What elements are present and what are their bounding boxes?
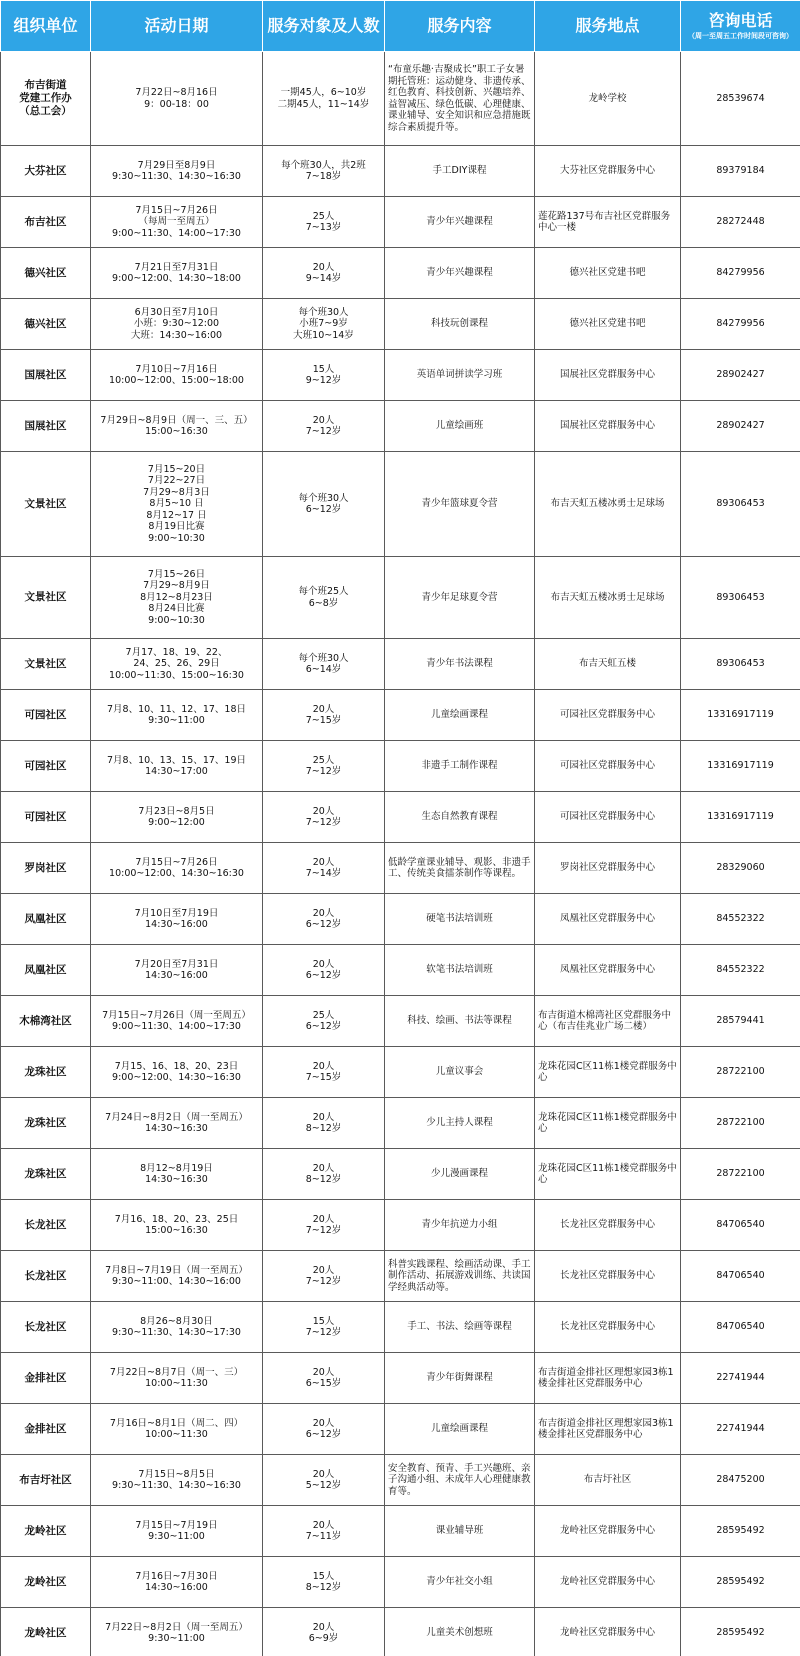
target-cell: 20人 8~12岁 [263, 1098, 385, 1149]
table-row [1, 792, 800, 843]
org-cell: 布吉街道 党建工作办 （总工会） [1, 52, 91, 146]
table-row [1, 1353, 800, 1404]
location-cell: 龙岭学校 [535, 52, 681, 146]
table-row [1, 1149, 800, 1200]
date-cell: 7月20日至7月31日 14:30~16:00 [91, 945, 263, 996]
target-cell: 每个班30人 小班7~9岁 大班10~14岁 [263, 299, 385, 350]
org-cell: 金排社区 [1, 1353, 91, 1404]
location-cell: 可园社区党群服务中心 [535, 741, 681, 792]
org-cell: 凤凰社区 [1, 945, 91, 996]
target-cell: 20人 7~12岁 [263, 792, 385, 843]
table-row [1, 1455, 800, 1506]
location-cell: 莲花路137号布吉社区党群服务中心一楼 [535, 197, 681, 248]
target-cell: 每个班30人，共2班 7~18岁 [263, 146, 385, 197]
location-cell: 布吉天虹五楼 [535, 639, 681, 690]
target-cell: 20人 6~12岁 [263, 945, 385, 996]
content-cell: 儿童议事会 [385, 1047, 535, 1098]
target-cell: 15人 8~12岁 [263, 1557, 385, 1608]
location-cell: 凤凰社区党群服务中心 [535, 945, 681, 996]
phone-cell: 84706540 [681, 1200, 800, 1251]
target-cell: 25人 7~12岁 [263, 741, 385, 792]
phone-cell: 84706540 [681, 1251, 800, 1302]
org-cell: 凤凰社区 [1, 894, 91, 945]
org-cell: 龙珠社区 [1, 1047, 91, 1098]
target-cell: 25人 6~12岁 [263, 996, 385, 1047]
target-cell: 20人 7~12岁 [263, 401, 385, 452]
date-cell: 7月29日~8月9日（周一、三、五） 15:00~16:30 [91, 401, 263, 452]
target-cell: 20人 6~9岁 [263, 1608, 385, 1656]
location-cell: 长龙社区党群服务中心 [535, 1200, 681, 1251]
location-cell: 龙珠花园C区11栋1楼党群服务中心 [535, 1098, 681, 1149]
table-body [1, 52, 800, 1656]
table-row [1, 1098, 800, 1149]
location-cell: 国展社区党群服务中心 [535, 401, 681, 452]
org-cell: 龙岭社区 [1, 1506, 91, 1557]
phone-cell: 89306453 [681, 557, 800, 639]
phone-cell: 28272448 [681, 197, 800, 248]
header-location: 服务地点 [535, 1, 681, 52]
org-cell: 国展社区 [1, 401, 91, 452]
phone-cell: 28722100 [681, 1047, 800, 1098]
date-cell: 7月8日~7月19日（周一至周五） 9:30~11:00、14:30~16:00 [91, 1251, 263, 1302]
phone-cell: 84706540 [681, 1302, 800, 1353]
content-cell: 青少年书法课程 [385, 639, 535, 690]
org-cell: 龙珠社区 [1, 1149, 91, 1200]
content-cell: 青少年抗逆力小组 [385, 1200, 535, 1251]
org-cell: 大芬社区 [1, 146, 91, 197]
location-cell: 龙珠花园C区11栋1楼党群服务中心 [535, 1047, 681, 1098]
location-cell: 德兴社区党建书吧 [535, 299, 681, 350]
table-row [1, 52, 800, 146]
content-cell: 儿童绘画班 [385, 401, 535, 452]
table-row [1, 350, 800, 401]
location-cell: 长龙社区党群服务中心 [535, 1251, 681, 1302]
location-cell: 布吉圩社区 [535, 1455, 681, 1506]
table-row [1, 1200, 800, 1251]
date-cell: 7月16日~8月1日（周二、四） 10:00~11:30 [91, 1404, 263, 1455]
phone-cell: 28539674 [681, 52, 800, 146]
date-cell: 7月22日~8月7日（周一、三） 10:00~11:30 [91, 1353, 263, 1404]
content-cell: 儿童绘画课程 [385, 1404, 535, 1455]
target-cell: 20人 7~12岁 [263, 1251, 385, 1302]
date-cell: 7月8、10、13、15、17、19日 14:30~17:00 [91, 741, 263, 792]
target-cell: 20人 7~11岁 [263, 1506, 385, 1557]
date-cell: 7月15日~7月26日 10:00~12:00、14:30~16:30 [91, 843, 263, 894]
target-cell: 15人 7~12岁 [263, 1302, 385, 1353]
target-cell: 20人 6~12岁 [263, 1404, 385, 1455]
date-cell: 7月29日至8月9日 9:30~11:30、14:30~16:30 [91, 146, 263, 197]
location-cell: 龙岭社区党群服务中心 [535, 1557, 681, 1608]
table-row [1, 557, 800, 639]
content-cell: 非遗手工制作课程 [385, 741, 535, 792]
target-cell: 20人 9~14岁 [263, 248, 385, 299]
location-cell: 布吉天虹五楼冰勇士足球场 [535, 557, 681, 639]
date-cell: 7月15日~7月26日 （每周一至周五） 9:00~11:30、14:00~17:30 [91, 197, 263, 248]
table-row [1, 401, 800, 452]
location-cell: 龙珠花园C区11栋1楼党群服务中心 [535, 1149, 681, 1200]
content-cell: 安全教育、预青、手工兴趣班、亲子沟通小组、未成年人心理健康教育等。 [385, 1455, 535, 1506]
phone-cell: 13316917119 [681, 792, 800, 843]
content-cell: 手工DIY课程 [385, 146, 535, 197]
org-cell: 长龙社区 [1, 1302, 91, 1353]
date-cell: 7月22日~8月2日（周一至周五） 9:30~11:00 [91, 1608, 263, 1656]
date-cell: 8月26~8月30日 9:30~11:30、14:30~17:30 [91, 1302, 263, 1353]
content-cell: 英语单词拼读学习班 [385, 350, 535, 401]
table-row [1, 639, 800, 690]
date-cell: 7月15、16、18、20、23日 9:00~12:00、14:30~16:30 [91, 1047, 263, 1098]
target-cell: 20人 6~12岁 [263, 894, 385, 945]
date-cell: 7月16、18、20、23、25日 15:00~16:30 [91, 1200, 263, 1251]
table-header [1, 1, 800, 52]
phone-cell: 28722100 [681, 1098, 800, 1149]
org-cell: 木棉湾社区 [1, 996, 91, 1047]
date-cell: 7月21日至7月31日 9:00~12:00、14:30~18:00 [91, 248, 263, 299]
table-row [1, 741, 800, 792]
phone-cell: 84552322 [681, 894, 800, 945]
phone-cell: 28595492 [681, 1557, 800, 1608]
content-cell: 青少年足球夏令营 [385, 557, 535, 639]
header-date: 活动日期 [91, 1, 263, 52]
content-cell: 生态自然教育课程 [385, 792, 535, 843]
table-row [1, 843, 800, 894]
location-cell: 布吉街道金排社区理想家园3栋1楼金排社区党群服务中心 [535, 1404, 681, 1455]
target-cell: 25人 7~13岁 [263, 197, 385, 248]
content-cell: 科技玩创课程 [385, 299, 535, 350]
location-cell: 德兴社区党建书吧 [535, 248, 681, 299]
content-cell: 手工、书法、绘画等课程 [385, 1302, 535, 1353]
header-content: 服务内容 [385, 1, 535, 52]
location-cell: 国展社区党群服务中心 [535, 350, 681, 401]
target-cell: 每个班30人 6~12岁 [263, 452, 385, 557]
org-cell: 龙珠社区 [1, 1098, 91, 1149]
date-cell: 7月10日~7月16日 10:00~12:00、15:00~18:00 [91, 350, 263, 401]
date-cell: 7月15~20日 7月22~27日 7月29~8月3日 8月5~10 日 8月12~17 日 8月19日比赛 9:00~10:30 [91, 452, 263, 557]
table-row [1, 1047, 800, 1098]
phone-cell: 13316917119 [681, 690, 800, 741]
date-cell: 7月15日~7月26日（周一至周五） 9:00~11:30、14:00~17:30 [91, 996, 263, 1047]
phone-cell: 28595492 [681, 1506, 800, 1557]
org-cell: 龙岭社区 [1, 1608, 91, 1656]
org-cell: 德兴社区 [1, 299, 91, 350]
content-cell: “布童乐趣·吉聚成长”职工子女暑期托管班：运动健身、非遗传承、红色教育、科技创新、兴趣培养、益智减压、绿色低碳、心理健康、课业辅导、安全知识和应急措施既综合素质提升等。 [385, 52, 535, 146]
date-cell: 7月16日~7月30日 14:30~16:00 [91, 1557, 263, 1608]
table-row [1, 945, 800, 996]
phone-cell: 28475200 [681, 1455, 800, 1506]
content-cell: 青少年社交小组 [385, 1557, 535, 1608]
phone-cell: 84279956 [681, 248, 800, 299]
content-cell: 软笔书法培训班 [385, 945, 535, 996]
date-cell: 7月10日至7月19日 14:30~16:00 [91, 894, 263, 945]
phone-cell: 89379184 [681, 146, 800, 197]
date-cell: 7月23日~8月5日 9:00~12:00 [91, 792, 263, 843]
date-cell: 7月17、18、19、22、 24、25、26、29日 10:00~11:30、15:00~16:30 [91, 639, 263, 690]
table-row [1, 146, 800, 197]
table-row [1, 248, 800, 299]
org-cell: 国展社区 [1, 350, 91, 401]
location-cell: 龙岭社区党群服务中心 [535, 1506, 681, 1557]
header-phone: 咨询电话 （周一至周五工作时间段可咨询） [681, 1, 800, 52]
header-phone-note: （周一至周五工作时间段可咨询） [688, 31, 793, 40]
target-cell: 15人 9~12岁 [263, 350, 385, 401]
date-cell: 7月15日~7月19日 9:30~11:00 [91, 1506, 263, 1557]
location-cell: 可园社区党群服务中心 [535, 690, 681, 741]
org-cell: 可园社区 [1, 690, 91, 741]
header-org: 组织单位 [1, 1, 91, 52]
location-cell: 布吉街道金排社区理想家园3栋1楼金排社区党群服务中心 [535, 1353, 681, 1404]
location-cell: 大芬社区党群服务中心 [535, 146, 681, 197]
phone-cell: 13316917119 [681, 741, 800, 792]
content-cell: 硬笔书法培训班 [385, 894, 535, 945]
target-cell: 20人 5~12岁 [263, 1455, 385, 1506]
content-cell: 少儿漫画课程 [385, 1149, 535, 1200]
location-cell: 凤凰社区党群服务中心 [535, 894, 681, 945]
org-cell: 文景社区 [1, 452, 91, 557]
location-cell: 布吉街道木棉湾社区党群服务中心（布吉佳兆业广场二楼） [535, 996, 681, 1047]
phone-cell: 84552322 [681, 945, 800, 996]
org-cell: 龙岭社区 [1, 1557, 91, 1608]
date-cell: 6月30日至7月10日 小班：9:30~12:00 大班：14:30~16:00 [91, 299, 263, 350]
table-row [1, 1557, 800, 1608]
date-cell: 7月8、10、11、12、17、18日 9:30~11:00 [91, 690, 263, 741]
content-cell: 科普实践课程、绘画活动课、手工制作活动、拓展游戏训练、共读国学经典活动等。 [385, 1251, 535, 1302]
table-row [1, 1608, 800, 1656]
org-cell: 长龙社区 [1, 1200, 91, 1251]
table-row [1, 894, 800, 945]
location-cell: 可园社区党群服务中心 [535, 792, 681, 843]
content-cell: 青少年兴趣课程 [385, 248, 535, 299]
org-cell: 金排社区 [1, 1404, 91, 1455]
content-cell: 青少年篮球夏令营 [385, 452, 535, 557]
content-cell: 青少年兴趣课程 [385, 197, 535, 248]
content-cell: 科技、绘画、书法等课程 [385, 996, 535, 1047]
phone-cell: 28329060 [681, 843, 800, 894]
phone-cell: 89306453 [681, 639, 800, 690]
org-cell: 可园社区 [1, 792, 91, 843]
content-cell: 青少年街舞课程 [385, 1353, 535, 1404]
phone-cell: 22741944 [681, 1404, 800, 1455]
location-cell: 龙岭社区党群服务中心 [535, 1608, 681, 1656]
target-cell: 20人 8~12岁 [263, 1149, 385, 1200]
target-cell: 每个班25人 6~8岁 [263, 557, 385, 639]
table-row [1, 1302, 800, 1353]
target-cell: 20人 7~15岁 [263, 1047, 385, 1098]
table-row [1, 1404, 800, 1455]
phone-cell: 22741944 [681, 1353, 800, 1404]
target-cell: 20人 7~12岁 [263, 1200, 385, 1251]
phone-cell: 89306453 [681, 452, 800, 557]
content-cell: 儿童绘画课程 [385, 690, 535, 741]
table-row [1, 299, 800, 350]
org-cell: 德兴社区 [1, 248, 91, 299]
date-cell: 7月15~26日 7月29~8月9日 8月12~8月23日 8月24日比赛 9:00~10:30 [91, 557, 263, 639]
table-row [1, 1506, 800, 1557]
date-cell: 7月24日~8月2日（周一至周五） 14:30~16:30 [91, 1098, 263, 1149]
date-cell: 7月22日~8月16日 9：00-18：00 [91, 52, 263, 146]
location-cell: 布吉天虹五楼冰勇士足球场 [535, 452, 681, 557]
org-cell: 长龙社区 [1, 1251, 91, 1302]
table-row [1, 197, 800, 248]
org-cell: 文景社区 [1, 557, 91, 639]
content-cell: 低龄学童课业辅导、观影、非遗手工、传统美食擂茶制作等课程。 [385, 843, 535, 894]
target-cell: 每个班30人 6~14岁 [263, 639, 385, 690]
table-row [1, 996, 800, 1047]
org-cell: 可园社区 [1, 741, 91, 792]
location-cell: 罗岗社区党群服务中心 [535, 843, 681, 894]
target-cell: 一期45人，6~10岁 二期45人，11~14岁 [263, 52, 385, 146]
phone-cell: 28902427 [681, 401, 800, 452]
table-row [1, 1251, 800, 1302]
org-cell: 罗岗社区 [1, 843, 91, 894]
content-cell: 少儿主持人课程 [385, 1098, 535, 1149]
target-cell: 20人 7~15岁 [263, 690, 385, 741]
content-cell: 儿童美术创想班 [385, 1608, 535, 1656]
phone-cell: 84279956 [681, 299, 800, 350]
org-cell: 文景社区 [1, 639, 91, 690]
phone-cell: 28579441 [681, 996, 800, 1047]
table-row [1, 690, 800, 741]
target-cell: 20人 7~14岁 [263, 843, 385, 894]
location-cell: 长龙社区党群服务中心 [535, 1302, 681, 1353]
date-cell: 7月15日~8月5日 9:30~11:30、14:30~16:30 [91, 1455, 263, 1506]
phone-cell: 28902427 [681, 350, 800, 401]
target-cell: 20人 6~15岁 [263, 1353, 385, 1404]
header-target: 服务对象及人数 [263, 1, 385, 52]
phone-cell: 28595492 [681, 1608, 800, 1656]
table-row [1, 452, 800, 557]
org-cell: 布吉圩社区 [1, 1455, 91, 1506]
date-cell: 8月12~8月19日 14:30~16:30 [91, 1149, 263, 1200]
content-cell: 课业辅导班 [385, 1506, 535, 1557]
org-cell: 布吉社区 [1, 197, 91, 248]
phone-cell: 28722100 [681, 1149, 800, 1200]
